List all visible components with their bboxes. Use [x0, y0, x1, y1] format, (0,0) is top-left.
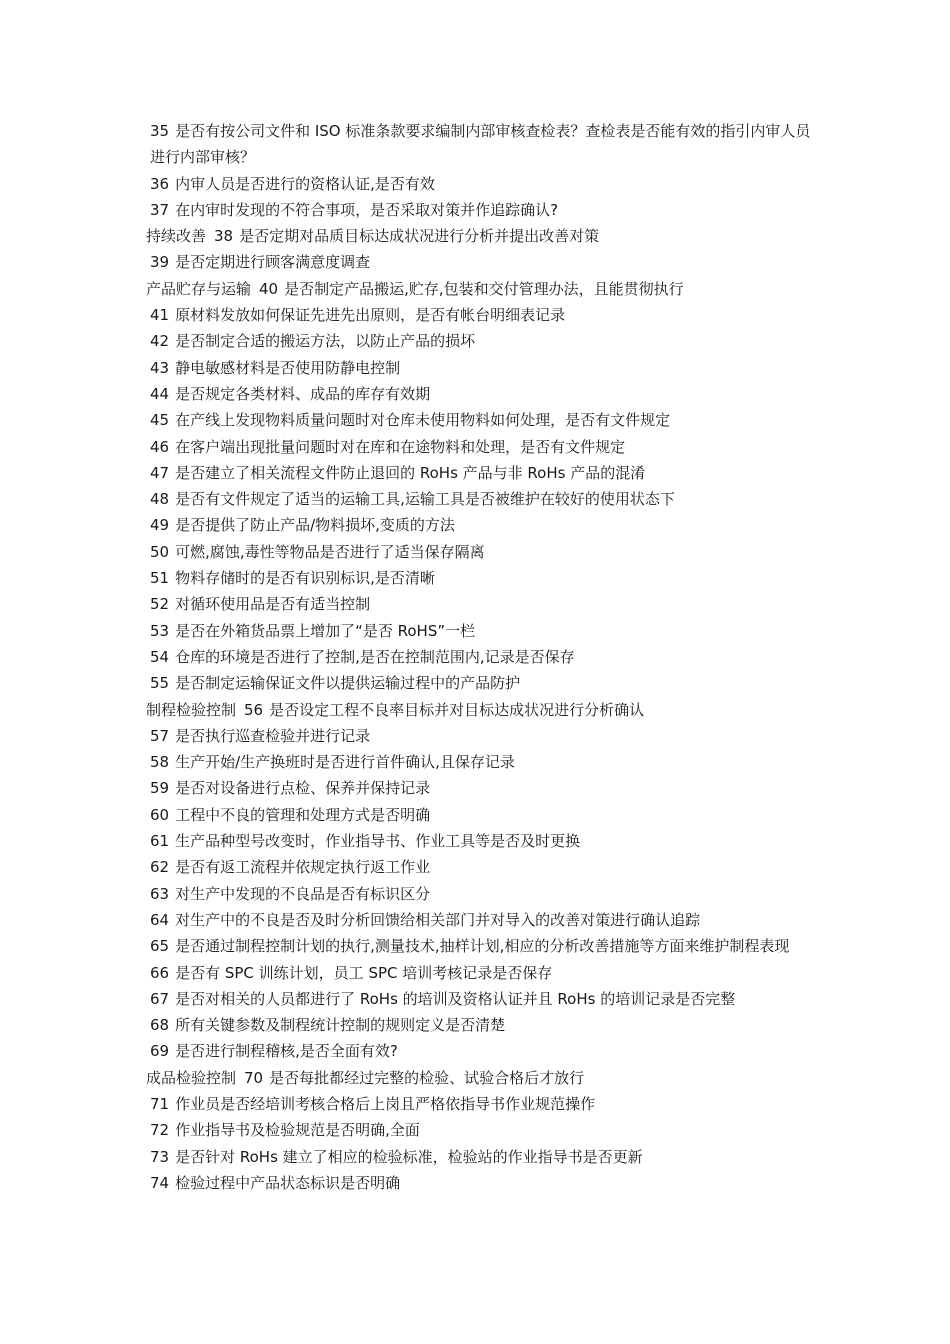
- item-text: 是否制定合适的搬运方法，以防止产品的损坏: [175, 332, 476, 351]
- item-number: 39: [150, 253, 170, 272]
- item-text: 是否有文件规定了适当的运输工具,运输工具是否被维护在较好的使用状态下: [175, 490, 675, 509]
- item-text: 是否有返工流程并依规定执行返工作业: [175, 858, 431, 877]
- item-text: 是否进行制程稽核,是否全面有效?: [175, 1042, 398, 1061]
- item-number: 45: [150, 411, 170, 430]
- item-number: 42: [150, 332, 170, 351]
- checklist-item: [146, 618, 814, 644]
- item-text: 仓库的环境是否进行了控制,是否在控制范围内,记录是否保存: [175, 647, 575, 666]
- checklist-item: [146, 697, 814, 723]
- checklist-item: [146, 591, 814, 617]
- checklist-item: [146, 486, 814, 512]
- item-number: 52: [150, 595, 170, 614]
- item-text: 工程中不良的管理和处理方式是否明确: [175, 805, 431, 824]
- item-number: 35: [150, 122, 170, 140]
- checklist-item: [146, 118, 814, 171]
- checklist-item: [146, 644, 814, 670]
- item-text: 是否建立了相关流程文件防止退回的 RoHs 产品与非 RoHs 产品的混淆: [175, 463, 646, 482]
- item-number: 68: [150, 1016, 170, 1035]
- checklist-item: [146, 802, 814, 828]
- item-number: 71: [150, 1094, 170, 1113]
- checklist-item: [146, 670, 814, 696]
- item-text: 对生产中的不良是否及时分析回馈给相关部门并对导入的改善对策进行确认追踪: [175, 910, 701, 929]
- checklist-item: [146, 460, 814, 486]
- item-text: 对生产中发现的不良品是否有标识区分: [175, 884, 431, 903]
- checklist-body: [146, 118, 814, 1196]
- item-number: 37: [150, 200, 170, 219]
- section-label: 产品贮存与运输: [146, 279, 252, 298]
- item-text: 作业员是否经培训考核合格后上岗且严格依指导书作业规范操作: [175, 1094, 596, 1113]
- checklist-item: [146, 986, 814, 1012]
- checklist-item: [146, 854, 814, 880]
- item-text: 生产开始/生产换班时是否进行首件确认,且保存记录: [175, 753, 515, 772]
- item-text: 是否通过制程控制计划的执行,测量技术,抽样计划,相应的分析改善措施等方面来维护制程表现: [175, 937, 790, 956]
- checklist-item: [146, 1091, 814, 1117]
- item-text: 在产线上发现物料质量问题时对仓库未使用物料如何处理，是否有文件规定: [175, 411, 671, 430]
- section-label: 成品检验控制: [146, 1068, 237, 1087]
- item-number: 47: [150, 463, 170, 482]
- item-text: 是否设定工程不良率目标并对目标达成状况进行分析确认: [269, 700, 645, 719]
- checklist-item: [146, 723, 814, 749]
- checklist-item: [146, 302, 814, 328]
- item-text: 物料存储时的是否有识别标识,是否清晰: [175, 569, 435, 588]
- item-number: 65: [150, 937, 170, 956]
- checklist-item: [146, 381, 814, 407]
- item-text: 是否规定各类材料、成品的库存有效期: [175, 384, 431, 403]
- item-number: 59: [150, 779, 170, 798]
- item-text: 是否针对 RoHs 建立了相应的检验标准，检验站的作业指导书是否更新: [175, 1147, 643, 1166]
- item-number: 38: [214, 227, 234, 246]
- item-number: 44: [150, 384, 170, 403]
- item-number: 55: [150, 674, 170, 693]
- item-text: 在客户端出现批量问题时对在库和在途物料和处理，是否有文件规定: [175, 437, 626, 456]
- item-text: 对循环使用品是否有适当控制: [175, 595, 371, 614]
- item-number: 54: [150, 647, 170, 666]
- checklist-item: [146, 881, 814, 907]
- item-number: 36: [150, 174, 170, 193]
- item-number: 51: [150, 569, 170, 588]
- item-number: 58: [150, 753, 170, 772]
- checklist-item: [146, 434, 814, 460]
- item-text: 在内审时发现的不符合事项，是否采取对策并作追踪确认?: [175, 200, 559, 219]
- item-number: 70: [244, 1068, 264, 1087]
- checklist-item: [146, 1012, 814, 1038]
- checklist-item: [146, 407, 814, 433]
- item-text: 是否定期对品质目标达成状况进行分析并提出改善对策: [239, 227, 600, 246]
- checklist-item: [146, 539, 814, 565]
- checklist-item: [146, 328, 814, 354]
- item-number: 56: [244, 700, 264, 719]
- item-text: 是否制定运输保证文件以提供运输过程中的产品防护: [175, 674, 521, 693]
- item-number: 62: [150, 858, 170, 877]
- item-text: 是否每批都经过完整的检验、试验合格后才放行: [269, 1068, 585, 1087]
- checklist-item: [146, 828, 814, 854]
- item-number: 48: [150, 490, 170, 509]
- item-text: 是否对相关的人员都进行了 RoHs 的培训及资格认证并且 RoHs 的培训记录是否完整: [175, 989, 736, 1008]
- item-text: 是否对设备进行点检、保养并保持记录: [175, 779, 431, 798]
- checklist-item: [146, 197, 814, 223]
- item-text: 是否有按公司文件和 ISO 标准条款要求编制内部审核查检表？查检表是否能有效的指引内审人员进行内部审核？: [150, 122, 811, 167]
- item-number: 60: [150, 805, 170, 824]
- checklist-item: [146, 512, 814, 538]
- checklist-item: [146, 775, 814, 801]
- item-number: 53: [150, 621, 170, 640]
- checklist-item: [146, 749, 814, 775]
- item-number: 41: [150, 306, 170, 325]
- item-text: 是否执行巡查检验并进行记录: [175, 726, 371, 745]
- item-text: 是否提供了防止产品/物料损坏,变质的方法: [175, 516, 455, 535]
- item-number: 63: [150, 884, 170, 903]
- checklist-item: [146, 355, 814, 381]
- item-text: 可燃,腐蚀,毒性等物品是否进行了适当保存隔离: [175, 542, 485, 561]
- item-number: 57: [150, 726, 170, 745]
- checklist-item: [146, 960, 814, 986]
- item-text: 是否有 SPC 训练计划，员工 SPC 培训考核记录是否保存: [175, 963, 553, 982]
- checklist-item: [146, 933, 814, 959]
- item-number: 46: [150, 437, 170, 456]
- item-number: 74: [150, 1173, 170, 1192]
- item-number: 40: [259, 279, 279, 298]
- item-number: 43: [150, 358, 170, 377]
- checklist-item: [146, 171, 814, 197]
- item-text: 是否定期进行顾客满意度调查: [175, 253, 371, 272]
- checklist-item: [146, 249, 814, 275]
- checklist-item: [146, 223, 814, 249]
- item-number: 73: [150, 1147, 170, 1166]
- item-number: 49: [150, 516, 170, 535]
- item-number: 67: [150, 989, 170, 1008]
- checklist-item: [146, 1170, 814, 1196]
- checklist-item: [146, 1117, 814, 1143]
- item-number: 69: [150, 1042, 170, 1061]
- item-number: 50: [150, 542, 170, 561]
- item-text: 作业指导书及检验规范是否明确,全面: [175, 1121, 420, 1140]
- item-text: 内审人员是否进行的资格认证,是否有效: [175, 174, 435, 193]
- checklist-item: [146, 1144, 814, 1170]
- item-text: 生产品种型号改变时，作业指导书、作业工具等是否及时更换: [175, 832, 581, 851]
- item-text: 是否在外箱货品票上增加了“是否 RoHS”一栏: [175, 621, 476, 640]
- item-text: 检验过程中产品状态标识是否明确: [175, 1173, 401, 1192]
- item-text: 是否制定产品搬运,贮存,包装和交付管理办法，且能贯彻执行: [284, 279, 684, 298]
- item-number: 64: [150, 910, 170, 929]
- item-number: 66: [150, 963, 170, 982]
- item-number: 72: [150, 1121, 170, 1140]
- item-number: 61: [150, 832, 170, 851]
- section-label: 持续改善: [146, 227, 207, 246]
- checklist-item: [146, 276, 814, 302]
- checklist-item: [146, 1065, 814, 1091]
- section-label: 制程检验控制: [146, 700, 237, 719]
- checklist-item: [146, 907, 814, 933]
- item-text: 原材料发放如何保证先进先出原则，是否有帐台明细表记录: [175, 306, 566, 325]
- item-text: 静电敏感材料是否使用防静电控制: [175, 358, 401, 377]
- checklist-item: [146, 565, 814, 591]
- checklist-item: [146, 1038, 814, 1064]
- item-text: 所有关键参数及制程统计控制的规则定义是否清楚: [175, 1016, 506, 1035]
